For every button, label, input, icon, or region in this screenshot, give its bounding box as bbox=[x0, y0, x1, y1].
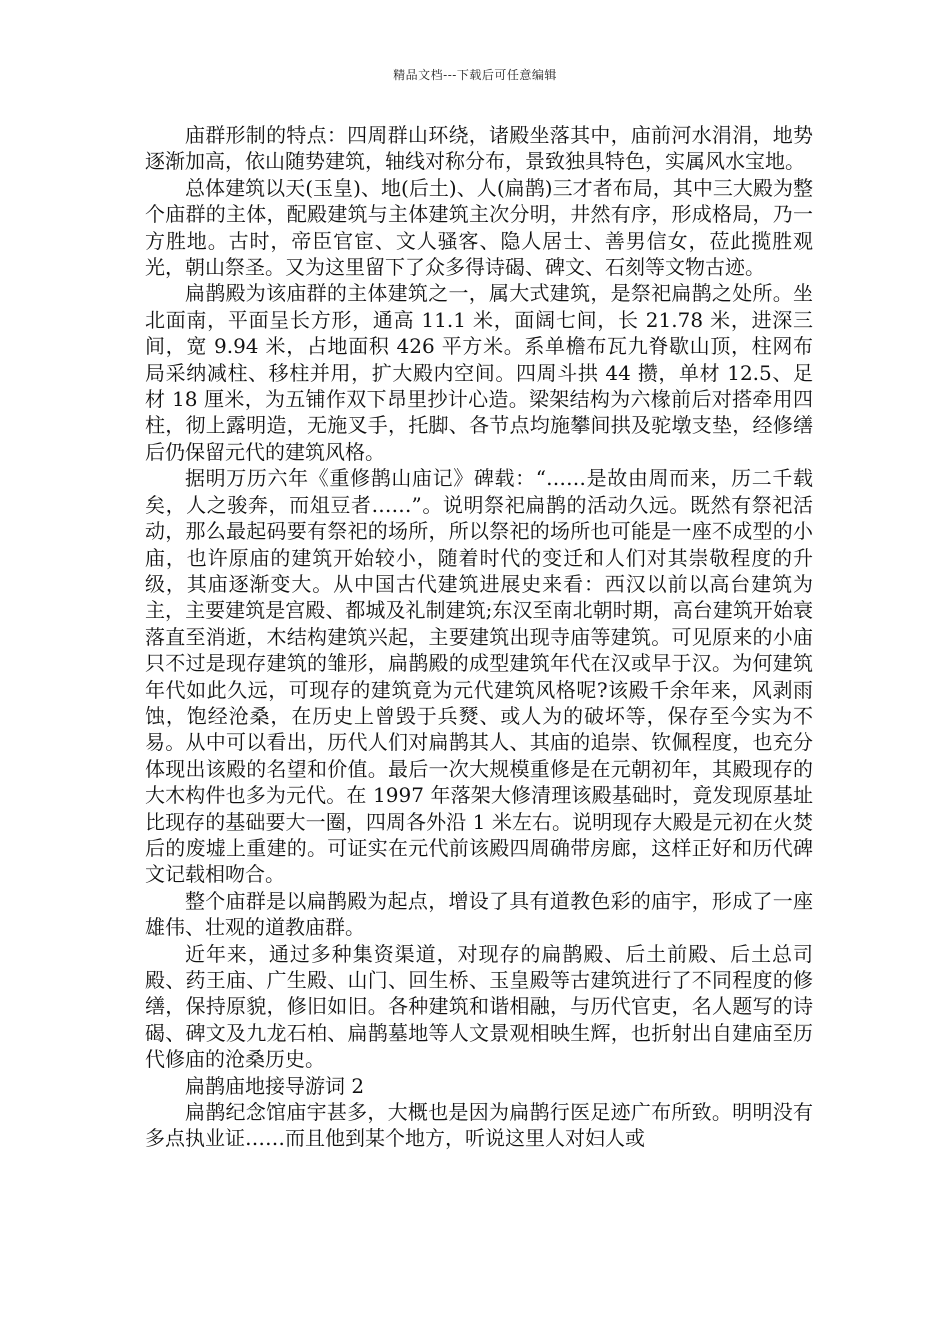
paragraph-layout: 庙群形制的特点：四周群山环绕，诸殿坐落其中，庙前河水涓涓，地势逐渐加高，依山随势建筑，轴线对称分布，景致独具特色，实属风水宝地。 bbox=[145, 123, 813, 174]
document-body bbox=[145, 122, 813, 1152]
page-header: 精品文档---下载后可任意编辑 bbox=[393, 68, 557, 82]
section-heading: 扁鹊庙地接导游词 2 bbox=[185, 1073, 365, 1098]
paragraph-history: 据明万历六年《重修鹊山庙记》碑载：“……是故由周而来，历二千载矣，人之骏奔，而俎豆者……”。说明祭祀扁鹊的活动久远。既然有祭祀活动，那么最起码要有祭祀的场所，所以祭祀的场所也可能是一座不成型的小庙，也许原庙的建筑开始较小，随着时代的变迁和人们对其崇敬程度的升级，其庙逐渐变大。从中国古代建筑进展史来看：西汉以前以高台建筑为主，主要建筑是宫殿、都城及礼制建筑;东汉至南北朝时期，高台建筑开始衰落直至消逝，木结构建筑兴起，主要建筑出现寺庙等建筑。可见原来的小庙只不过是现存建筑的雏形，扁鹊殿的成型建筑年代在汉或早于汉。为何建筑年代如此久远，可现存的建筑竟为元代建筑风格呢?该殿千余年来，风剥雨蚀，饱经沧桑，在历史上曾毁于兵燹、或人为的破坏等，保存至今实为不易。从中可以看出，历代人们对扁鹊其人、其庙的追崇、钦佩程度，也充分体现出该殿的名望和价值。最后一次大规模重修是在元朝初年，其殿现存的大木构件也多为元代。在 1997 年落架大修清理该殿基础时，竟发现原基址比现存的基础要大一圈，四周各外沿 1 米左右。说明现存大殿是元初在火焚后的废墟上重建的。可证实在元代前该殿四周确带房廊，这样正好和历代碑文记载相吻合。 bbox=[145, 466, 813, 887]
paragraph-memorial: 扁鹊纪念馆庙宇甚多，大概也是因为扁鹊行医足迹广布所致。明明没有多点执业证……而且他到某个地方，听说这里人对妇人或 bbox=[145, 1100, 813, 1151]
paragraph-bianque-hall: 扁鹊殿为该庙群的主体建筑之一，属大式建筑，是祭祀扁鹊之处所。坐北面南，平面呈长方形，通高 11.1 米，面阔七间，长 21.78 米，进深三间，宽 9.94 米，占地面积 426 平方米。系单檐布瓦九脊歇山顶，柱网布局采纳减柱、移柱并用，扩大殿内空间。四周斗拱 44 攒，单材 12.5、足材 18 厘米，为五铺作双下昂里抄计心造。梁架结构为六椽前后对搭牵用四柱，彻上露明造，无施叉手，托脚、各节点均施攀间拱及驼墩支垫，经修缮后仍保留元代的建筑风格。 bbox=[145, 281, 813, 464]
paragraph-overall-architecture: 总体建筑以天(玉皇)、地(后土)、人(扁鹊)三才者布局，其中三大殿为整个庙群的主体，配殿建筑与主体建筑主次分明，井然有序，形成格局，乃一方胜地。古时，帝臣官宦、文人骚客、隐人居士、善男信女，莅此揽胜观光，朝山祭圣。又为这里留下了众多得诗碣、碑文、石刻等文物古迹。 bbox=[145, 175, 813, 280]
paragraph-restoration: 近年来，通过多种集资渠道，对现存的扁鹊殿、后土前殿、后土总司殿、药王庙、广生殿、山门、回生桥、玉皇殿等古建筑进行了不同程度的修缮，保持原貌，修旧如旧。各种建筑和谐相融，与历代官吏，名人题写的诗碣、碑文及九龙石柏、扁鹊墓地等人文景观相映生辉，也折射出自建庙至历代修庙的沧桑历史。 bbox=[145, 941, 813, 1072]
paragraph-temple-group: 整个庙群是以扁鹊殿为起点，增设了具有道教色彩的庙宇，形成了一座雄伟、壮观的道教庙群。 bbox=[145, 888, 813, 940]
